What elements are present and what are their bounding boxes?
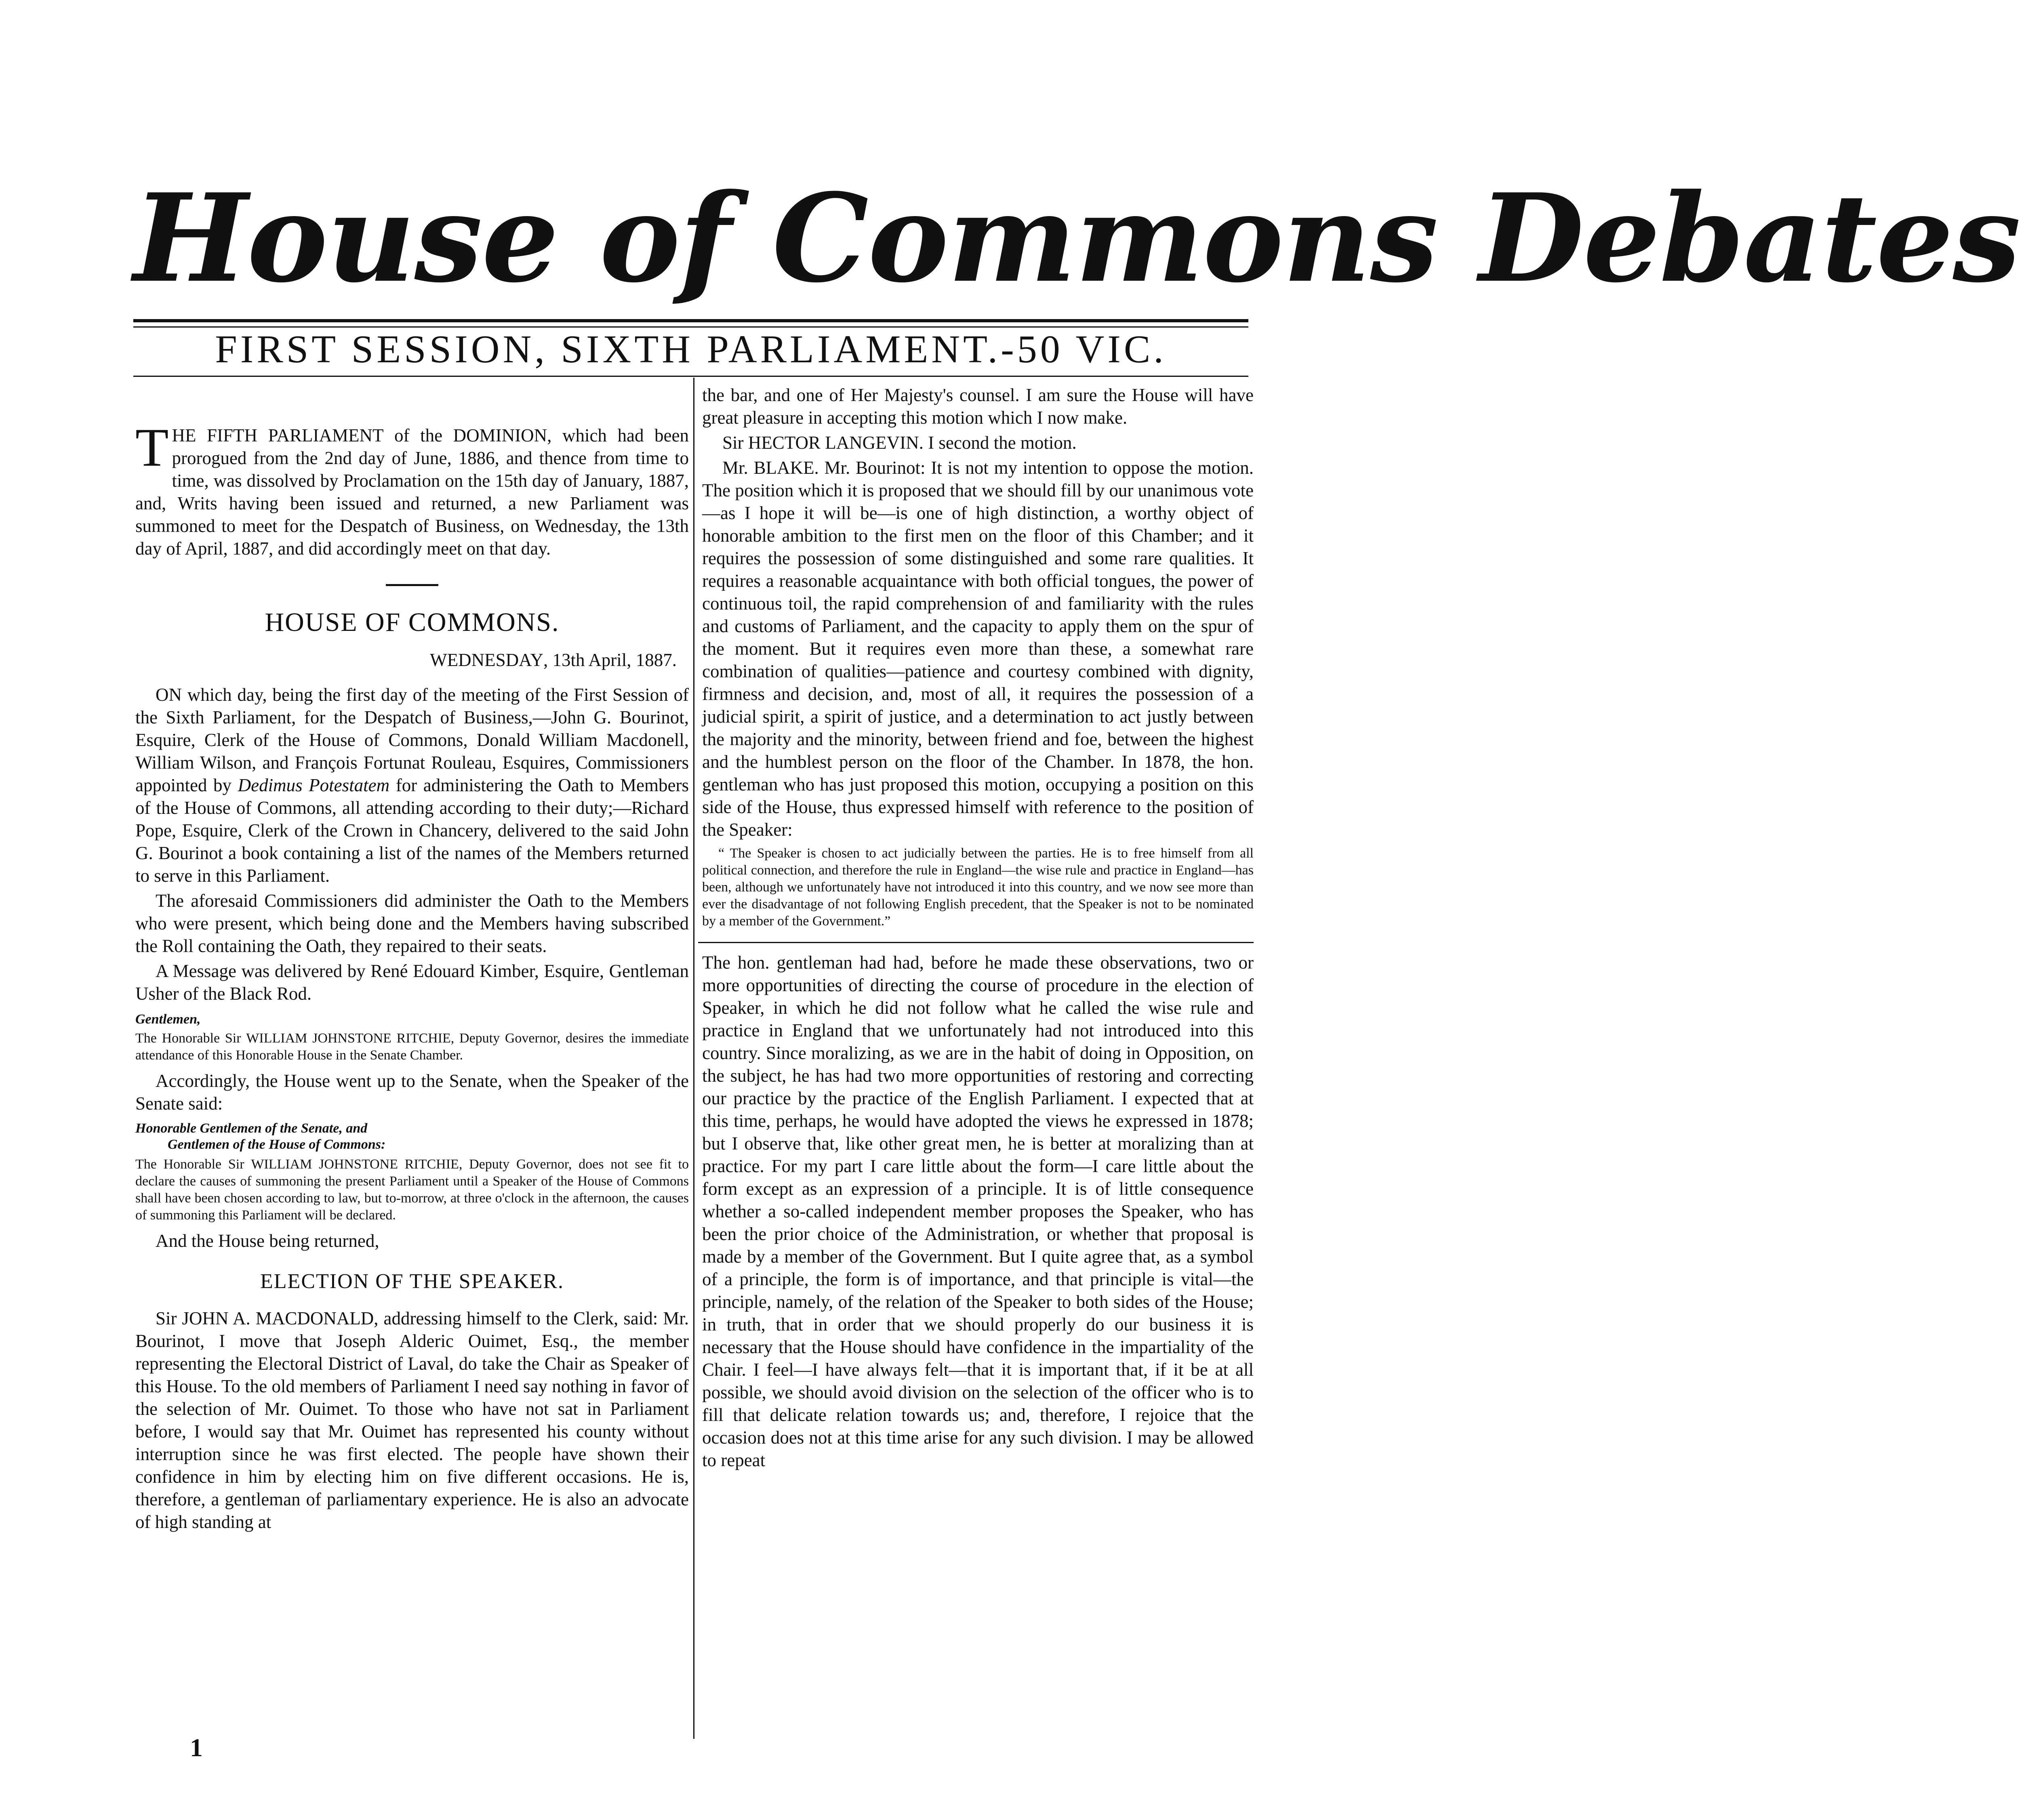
intro-fifth-parliament: HE FIFTH PARLIAMENT — [172, 425, 384, 446]
p1-on: ON — [156, 685, 182, 705]
left-column — [135, 384, 689, 1536]
gentlemen-label: Gentlemen, — [135, 1012, 201, 1027]
msg2-a: The Honorable Sir — [135, 1157, 251, 1172]
msg2-name: WILLIAM JOHNSTONE RITCHIE — [251, 1157, 459, 1172]
intro-of-the: of the — [383, 425, 453, 446]
heading-election-of-speaker: ELECTION OF THE SPEAKER. — [260, 1270, 564, 1293]
drop-cap: T — [135, 418, 169, 478]
column-divider — [693, 378, 694, 1739]
session-rule — [133, 376, 1248, 377]
paragraph-continued: the bar, and one of Her Majesty's counsel. I am sure the House will have great pleasure in accepting this motion which I now make. — [702, 385, 1254, 428]
paragraph-hon-gentleman: The hon. gentleman had had, before he made these observations, two or more opportunities of directing the course of procedure in the election of Speaker, in which he did not follow what he called the wise rule and practice in England that we unfortunately had not introduced into this country. Since moralizing, as we are in the habit of doing in Opposition, on the subject, he has had two more opportunities of restoring and correcting our practice by the practice of the English Parliament. I expected that at this time, perhaps, he would have adopted the views he expressed in 1878; but I observe that, like other great men, he is better at moralizing than at practice. For my part I care little about the form—I care little about the form except as an expression of a principle. It is of little consequence whether a so-called independent member proposes the Speaker, who has been the prior choice of the Administration, or whether that proposal is made by a member of the Government. But I quite agree that, as a symbol of a principle, the form is of importance, and that principle is vital—the principle, namely, of the relation of the Speaker to both sides of the House; in truth, that in order that we should properly do our business it is necessary that the House should have confidence in the impartiality of the Chair. I feel—I have always felt—that it is important that, if it be at all possible, we should avoid division on the selection of the officer who is to fill that delicate relation towards us; and, therefore, I rejoice that the occasion does not at this time arise for any such division. I may be allowed to repeat — [702, 952, 1254, 1470]
section-divider — [386, 584, 438, 586]
message-senate — [135, 1156, 689, 1224]
intro-text: , which had been prorogued from the 2nd day of June, 1886, and thence from time to time, was dissolved by Proclamation on the 15th day of January, 1887, and, Writs having been issued and returned, a new Parliament was summoned to meet for the Despatch of Business, on Wednesday, the 13th day of April, 1887, and did accordingly meet on that day. — [135, 425, 689, 559]
dateline — [135, 649, 677, 671]
masthead-title: House of Commons Debates — [133, 167, 2020, 309]
page-number: 1 — [190, 1733, 203, 1762]
msg1-name: WILLIAM JOHNSTONE RITCHIE — [246, 1031, 451, 1046]
msg1-b: , Deputy Governor, desires the immediate attendance of this Honorable House in the Senate Chamber. — [135, 1031, 689, 1063]
intro-paragraph — [135, 418, 689, 560]
speaker-quote: “ The Speaker is chosen to act judicially between the parties. He is to free himself from all political connection, and therefore the rule in England—the wise rule and practice in England—has been, although we unfortunately have not introduced it into this country, and we now see more than ever the disadvantage of not following English precedent, that the Speaker is not to be nominated by a member of the Government.” — [702, 846, 1254, 929]
paragraph-on-which-day — [135, 683, 689, 887]
p1-part-a: which day, being the first day of the meeting of the First Session of the Sixth Parliament, for the Despatch of Business,—John G. Bourinot, Esquire, Clerk of the House of Commons, Donald William Macdonell, William Wilson, and François Fortunat Rouleau, Esquires, Commissioners appointed by — [135, 685, 689, 795]
paragraph-message: A Message was delivered by René Edouard Kimber, Esquire, Gentleman Usher of the Black Rod. — [135, 961, 689, 1004]
dateline-day: WEDNESDAY — [430, 650, 543, 670]
masthead-rule-thick — [133, 319, 1248, 322]
intro-dominion: DOMINION — [453, 425, 547, 446]
heading-house-of-commons: HOUSE OF COMMONS. — [265, 607, 560, 637]
msg2-b: , Deputy Governor, does not see fit to declare the causes of summoning the present Parliament until a Speaker of the House of Commons shall have been chosen according to law, but to-morrow, at three o'clock in the afternoon, the causes of summoning this Parliament will be declared. — [135, 1157, 689, 1223]
message-deputy-governor — [135, 1030, 689, 1064]
paragraph-langevin: Sir HECTOR LANGEVIN. I second the motion. — [722, 433, 1077, 453]
p1-dedimus: Dedimus Potestatem — [238, 775, 390, 795]
msg1-a: The Honorable Sir — [135, 1031, 246, 1046]
honorable-gentlemen-label: Honorable Gentlemen of the Senate, and — [135, 1121, 368, 1136]
paragraph-house-returned: And the House being returned, — [156, 1231, 379, 1251]
paragraph-blake: Mr. BLAKE. Mr. Bourinot: It is not my intention to oppose the motion. The position which it is proposed that we should fill by our unanimous vote—as I hope it will be—is one of high distinction, a worthy object of honorable ambition to the first men on the floor of this Chamber; and it requires the possession of some distinguished and some rare qualities. It requires a reasonable acquaintance with both official tongues, the power of continuous toil, the rapid comprehension of and familiarity with the rules and customs of Parliament, and the capacity to apply them on the spur of the moment. But it requires even more than these, a somewhat rare combination of qualities—patience and courtesy combined with dignity, firmness and decision, and, most of all, it requires the possession of a judicial spirit, a spirit of justice, and a determination to act justly between the majority and the minority, between friend and foe, between the highest and the humblest person on the floor of the Chamber. In 1878, the hon. gentleman who has just proposed this motion, occupying a position on this side of the House, thus expressed himself with reference to the position of the Speaker: — [702, 458, 1254, 840]
session-line: FIRST SESSION, SIXTH PARLIAMENT.-50 VIC. — [215, 328, 1167, 371]
right-column — [702, 384, 1254, 1474]
paragraph-commissioners: The aforesaid Commissioners did administer the Oath to the Members who were present, which being done and the Members having subscribed the Roll containing the Oath, they repaired to their seats. — [135, 891, 689, 956]
paragraph-accordingly: Accordingly, the House went up to the Senate, when the Speaker of the Senate said: — [135, 1071, 689, 1114]
dateline-rest: , 13th April, 1887. — [543, 650, 677, 670]
paragraph-macdonald: Sir JOHN A. MACDONALD, addressing himself to the Clerk, said: Mr. Bourinot, I move that Joseph Alderic Ouimet, Esq., the member representing the Electoral District of Laval, do take the Chair as Speaker of this House. To the old members of Parliament I need say nothing in favor of the selection of Mr. Ouimet. To those who have not sat in Parliament before, I would say that Mr. Ouimet has represented his county without interruption since he was first elected. The people have shown their confidence in him by electing him on five different occasions. He is, therefore, a gentleman of parliamentary experience. He is also an advocate of high standing at — [135, 1308, 689, 1532]
p1-part-b: for administering the Oath to Members of the House of Commons, all attending according to their duty;—Richard Pope, Esquire, Clerk of the Crown in Chancery, delivered to the said John G. Bourinot a book containing a list of the names of the Members returned to serve in this Parliament. — [135, 775, 689, 886]
gentlemen-house-label: Gentlemen of the House of Commons: — [168, 1137, 386, 1152]
paragraph-break-rule — [698, 942, 1254, 943]
